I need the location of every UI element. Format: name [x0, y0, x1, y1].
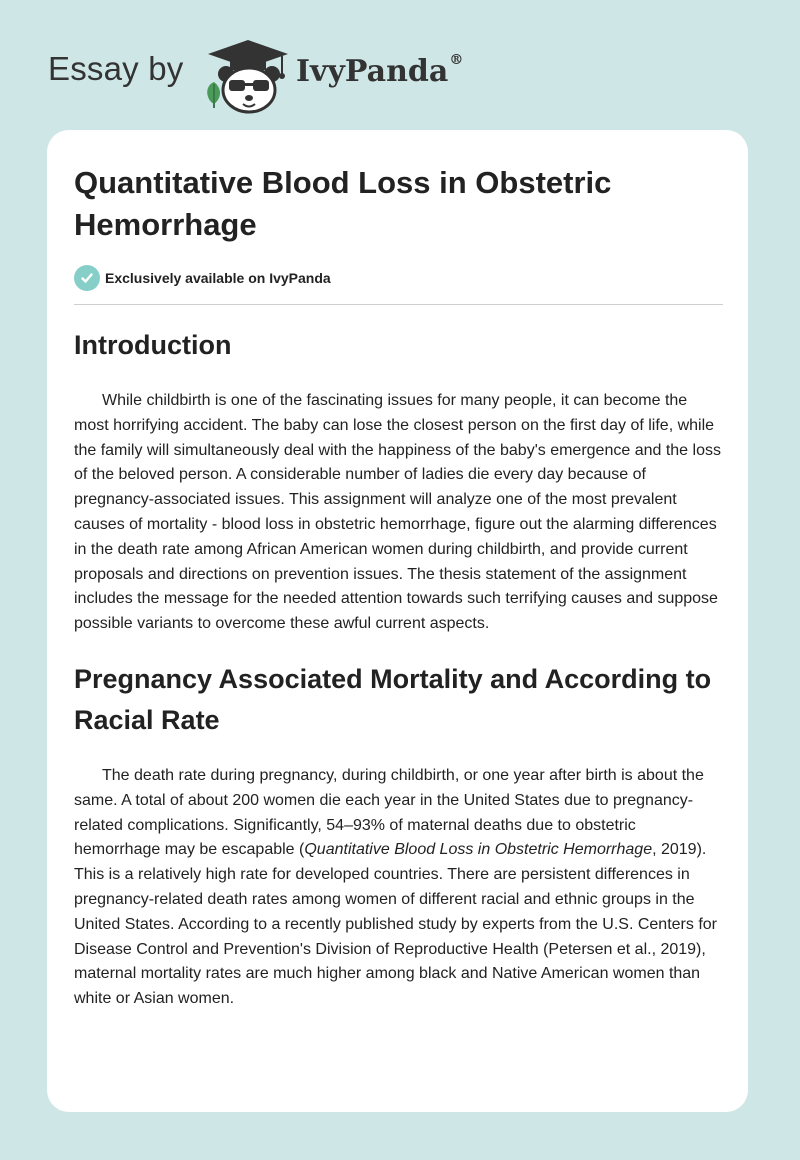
check-circle-icon	[74, 265, 100, 291]
registered-mark: ®	[449, 52, 464, 68]
pregnancy-mortality-paragraph: The death rate during pregnancy, during childbirth, or one year after birth is about the same. A total of about 200 women die each year in the United States due to pregnancy-related complications. Significantly, 54–93% of maternal deaths due to obstetric hemorrhage may be escapable (Quantitative Blood Loss in Obstetric Hemorrhage, 2019). This is a relatively high rate for developed countries. There are persistent differences in pregnancy-related death rates among women of different racial and ethnic groups in the United States. According to a recently published study by experts from the U.S. Centers for Disease Control and Prevention's Division of Reproductive Health (Petersen et al., 2019), maternal mortality rates are much higher among black and Native American women than white or Asian women.	[74, 766, 717, 1008]
section-heading-introduction: Introduction	[74, 330, 232, 360]
exclusive-badge	[74, 264, 723, 292]
essay-card	[47, 130, 748, 1112]
panda-logo-icon[interactable]	[200, 34, 295, 114]
section-heading-pregnancy-mortality: Pregnancy Associated Mortality and According to Racial Rate	[74, 663, 712, 735]
essay-content	[74, 162, 723, 1012]
citation-title: Quantitative Blood Loss in Obstetric Hemorrhage	[304, 841, 653, 859]
exclusive-badge-text: Exclusively available on IvyPanda	[105, 270, 331, 286]
page-title: Quantitative Blood Loss in Obstetric Hemorrhage	[74, 165, 612, 242]
divider	[74, 304, 723, 305]
brand-name[interactable]: IvyPanda®	[296, 52, 464, 89]
essay-by-label: Essay by	[48, 50, 184, 87]
site-header	[48, 30, 548, 110]
introduction-paragraph: While childbirth is one of the fascinating issues for many people, it can become the most horrifying accident. The baby can lose the closest person on the first day of life, while the family will simultaneously deal with the happiness of the baby's emergence and the loss of the beloved person. A considerable number of ladies die every day because of pregnancy-associated issues. This assignment will analyze one of the most prevalent causes of mortality - blood loss in obstetric hemorrhage, figure out the alarming differences in the death rate among African American women during childbirth, and provide current proposals and directions on prevention issues. The thesis statement of the assignment includes the message for the needed attention towards such terrifying causes and suppose possible variants to overcome these awful current aspects.	[74, 392, 721, 633]
